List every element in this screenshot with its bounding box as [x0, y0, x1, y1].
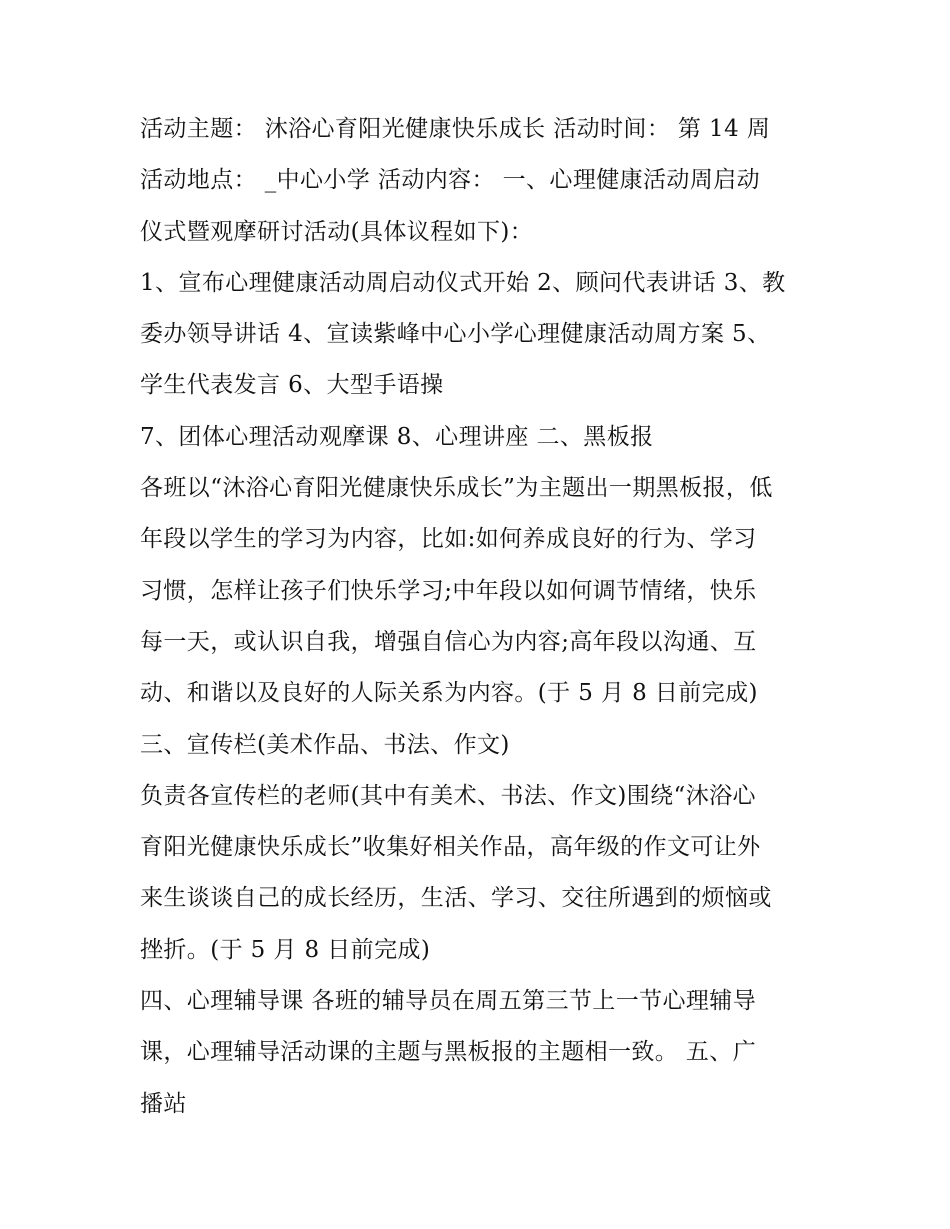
- text-line-15: 育阳光健康快乐成长”收集好相关作品，高年级的作文可让外: [140, 834, 761, 861]
- text-line-16: 来生谈谈自己的成长经历，生活、学习、交往所遇到的烦恼或: [140, 885, 772, 912]
- text-line-7: 7、团体心理活动观摩课 8、心理讲座 二、黑板报: [140, 423, 654, 450]
- document-body: [140, 104, 820, 1130]
- text-line-6: 学生代表发言 6、大型手语操: [140, 372, 444, 399]
- text-line-1: 活动主题： 沐浴心育阳光健康快乐成长 活动时间： 第 14 周: [140, 116, 771, 142]
- text-line-13: 三、宣传栏(美术作品、书法、作文): [140, 731, 510, 758]
- text-line-3: 仪式暨观摩研讨活动(具体议程如下)：: [140, 218, 534, 245]
- text-line-18: 四、心理辅导课 各班的辅导员在周五第三节上一节心理辅导: [140, 988, 757, 1015]
- text-line-11: 每一天，或认识自我，增强自信心为内容;高年段以沟通、互: [140, 628, 757, 655]
- text-line-8: 各班以“沐浴心育阳光健康快乐成长”为主题出一期黑板报，低: [140, 475, 773, 502]
- text-line-4: 1、宣布心理健康活动周启动仪式开始 2、顾问代表讲话 3、教: [140, 269, 786, 296]
- text-line-5: 委办领导讲话 4、宣读紫峰中心小学心理健康活动周方案 5、: [140, 321, 771, 348]
- text-line-2: 活动地点： _中心小学 活动内容： 一、心理健康活动周启动: [140, 167, 761, 194]
- text-line-9: 年段以学生的学习为内容，比如:如何养成良好的行为、学习: [140, 526, 757, 553]
- text-line-19: 课，心理辅导活动课的主题与黑板报的主题相一致。 五、广: [140, 1039, 757, 1066]
- text-line-17: 挫折。(于 5 月 8 日前完成): [140, 936, 431, 963]
- text-line-10: 习惯，怎样让孩子们快乐学习;中年段以如何调节情绪，快乐: [140, 577, 757, 604]
- text-line-12: 动、和谐以及良好的人际关系为内容。(于 5 月 8 日前完成): [140, 680, 758, 707]
- text-line-14: 负责各宣传栏的老师(其中有美术、书法、作文)围绕“沐浴心: [140, 782, 756, 809]
- text-line-20: 播站: [140, 1090, 187, 1117]
